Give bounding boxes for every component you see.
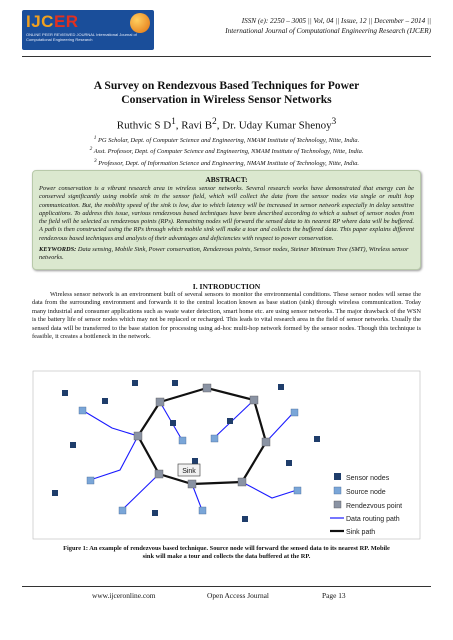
footer-access: Open Access Journal — [207, 591, 269, 600]
sensor-node — [172, 380, 178, 386]
affiliation-1: $^1$ PG Scholar, Dept. of Computer Science and Engineering, NMAM Institute of Technology, Nitte, India. — [93, 135, 360, 145]
paper-title: A Survey on Rendezvous Based Techniques for Power Conservation in Wireless Sensor Networks — [93, 79, 360, 106]
page-number: Page 13 — [322, 591, 346, 600]
legend-swatch-sensor — [334, 473, 341, 480]
legend-data-routing-path: Data routing path — [346, 516, 400, 523]
source-node — [199, 507, 206, 514]
rendezvous-point — [155, 470, 163, 478]
legend-swatch-rendezvous — [334, 501, 341, 508]
rendezvous-point — [188, 480, 196, 488]
rendezvous-point — [262, 438, 270, 446]
author-3: Dr. Uday Kumar Shenoy — [222, 119, 332, 132]
issn-line: ISSN (e): 2250 – 3005 || Vol, 04 || Issue, 12 || December – 2014 || — [241, 17, 431, 25]
author-list: Ruthvic S $D^1$, Ravi $B^2$, Dr. Uday Kumar Shenoy$^3$ — [116, 116, 337, 132]
legend-sink-path: Sink path — [346, 529, 376, 536]
intro-paragraph: Wireless sensor network is an environment built of several sensors to monitor the environmental conditions. These sensor nodes will sense the data from the surrounding environment and forwards it to the central location known as base station (sink) through wireless communication. Today many industrial and consumer applications such as waste water detection, smart home etc. are using sensor networks. The major drawback of the WSN is the battery life of sensor nodes which may not be replaced or recharged. This leads to vital research area in the field of sensor networks. Usually the sensed data will be transferred to the base station for processing using ad-hoc multi-hop network formed by the sensor nodes. Though this technique is feasible, it creates a bottleneck in the network. — [32, 291, 421, 341]
legend-sensor-nodes: Sensor nodes — [346, 475, 390, 482]
source-node — [294, 487, 301, 494]
section-heading: I. INTRODUCTION — [192, 282, 261, 291]
sensor-node — [102, 398, 108, 404]
journal-header — [181, 17, 431, 36]
figure-caption: Figure 1: An example of rendezvous based technique. Source node will forward the sensed data to its nearest RP. Mobile sink will make a tour and collects the data buffered at the RP. — [63, 545, 390, 561]
rendezvous-point — [156, 398, 164, 406]
logo-subtitle: ONLINE PEER REVIEWED JOURNAL International Journal of Computational Engineering Research — [26, 32, 137, 42]
legend-swatch-source — [334, 487, 341, 494]
figure-frame — [33, 371, 420, 539]
sensor-node — [70, 442, 76, 448]
sensor-node — [132, 380, 138, 386]
rendezvous-point — [238, 478, 246, 486]
rendezvous-point — [250, 396, 258, 404]
globe-icon — [130, 13, 150, 33]
abstract-heading: ABSTRACT: — [205, 175, 248, 184]
author-2: Ravi B — [181, 119, 213, 132]
sensor-node — [242, 516, 248, 522]
legend-source-node: Source node — [346, 489, 386, 496]
abstract-box — [32, 170, 421, 270]
affiliation-3: $^3$ Professor, Dept. of Information Science and Engineering, NMAM Institute of Technology, Nitte, India. — [93, 157, 360, 167]
journal-logo — [22, 10, 154, 50]
source-node — [119, 507, 126, 514]
header-divider — [22, 56, 431, 57]
footer-divider — [22, 586, 431, 587]
sensor-node — [314, 436, 320, 442]
sink-icon — [178, 464, 200, 476]
keywords: KEYWORDS: Data sensing, Mobile Sink, Power conservation, Rendezvous points, Sensor nodes, Steiner Minimum Tree (SMT), Wireless sensor networks. — [39, 246, 409, 262]
sensor-node — [192, 458, 198, 464]
author-1: Ruthvic S D — [116, 119, 172, 132]
rendezvous-point — [134, 432, 142, 440]
legend-rendezvous-point: Rendezvous point — [346, 503, 403, 510]
sensor-node — [62, 390, 68, 396]
rendezvous-point — [203, 384, 211, 392]
sensor-node — [278, 384, 284, 390]
sensor-node — [227, 418, 233, 424]
rendezvous-figure — [32, 370, 421, 540]
sink-label: Sink — [182, 468, 196, 475]
footer-website[interactable]: www.ijceronline.com — [92, 591, 156, 600]
sensor-node — [52, 490, 58, 496]
source-node — [87, 477, 94, 484]
abstract-text: Power conservation is a vibrant research area in wireless sensor networks. Several research works have demonstrated that energy can be conserved significantly using mobile sink in the sensor field, which will collect the data from the sensor nodes via single or multi hop communication. But, the mobility speed of the sink is low, due to which latency will be increased in sensor network especially in delay sensitive applications. To address this issue, various rendezvous based techniques have been described according to which a subset of sensor nodes from the field will be selected as rendezvous points (RPs). Remaining nodes will forward the sensed data to its nearest RP where data will be buffered. A path is then constructed using the RPs through which mobile sink will make a tour and collects the buffered data. This paper explains different rendezvous based techniques and analysis of their advantages and deficiencies with respect to power conservation. — [39, 185, 414, 242]
sensor-node — [286, 460, 292, 466]
sensor-node — [152, 510, 158, 516]
source-node — [79, 407, 86, 414]
affiliations — [28, 134, 425, 168]
affiliation-2: $^2$ Asst. Professor, Dept. of Computer Science and Engineering, NMAM Institute of Technology, Nitte, India. — [89, 146, 364, 156]
journal-name-line: International Journal of Computational Engineering Research (IJCER) — [225, 26, 431, 35]
sensor-node — [170, 420, 176, 426]
source-node — [211, 435, 218, 442]
logo-wordmark: IJCER — [26, 12, 79, 31]
source-node — [291, 409, 298, 416]
source-node — [179, 437, 186, 444]
